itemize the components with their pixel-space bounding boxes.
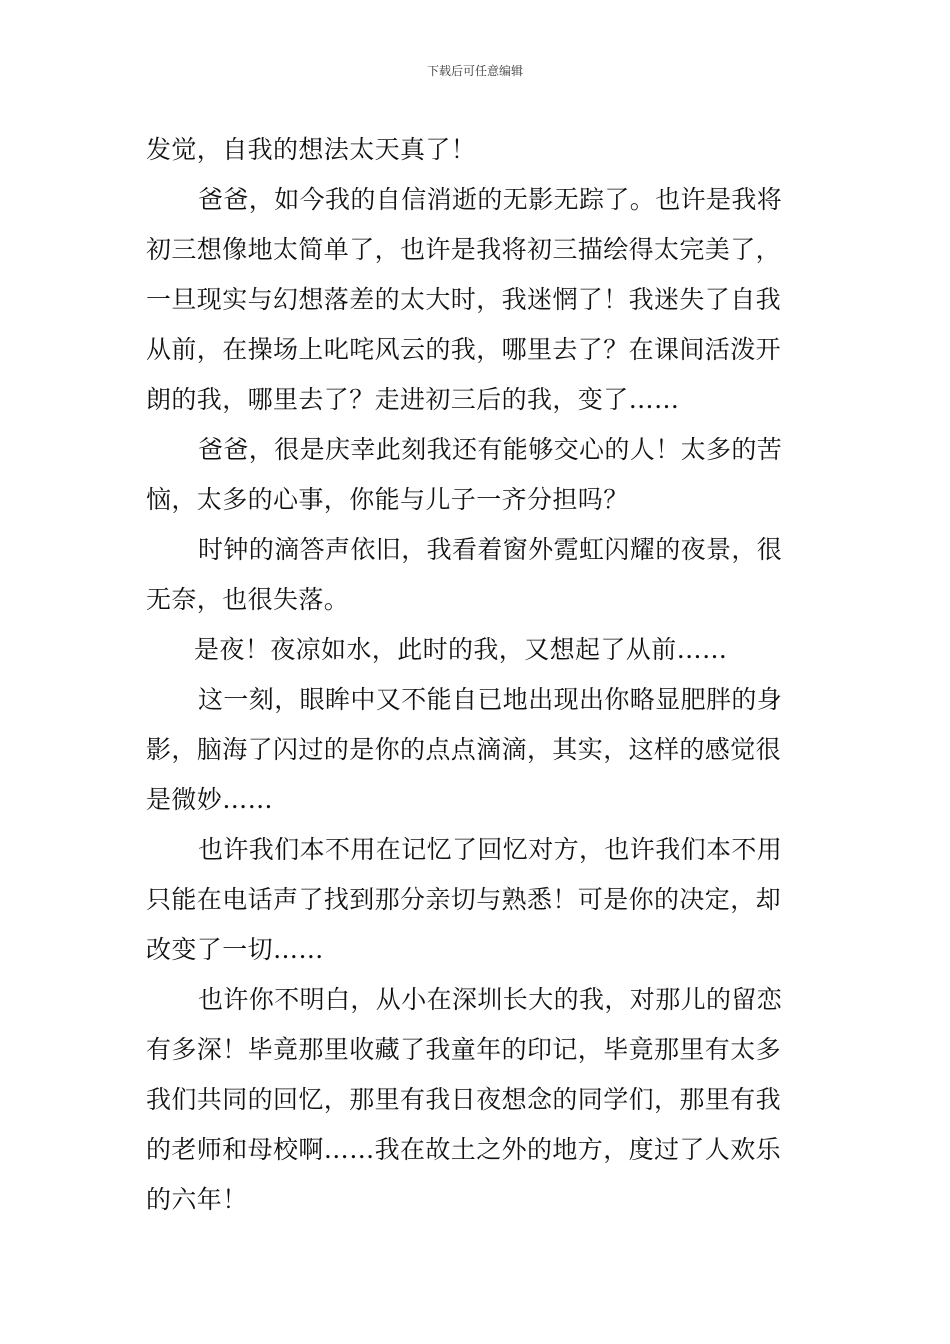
paragraph	[146, 975, 810, 1225]
paragraph	[146, 175, 810, 425]
text-line: 有多深！毕竟那里收藏了我童年的印记，毕竟那里有太多	[146, 1035, 782, 1064]
text-line: 我们共同的回忆，那里有我日夜想念的同学们，那里有我	[146, 1085, 782, 1114]
paragraph	[146, 125, 810, 175]
text-line: 恼，太多的心事，你能与儿子一齐分担吗？	[146, 485, 629, 514]
text-line: 从前，在操场上叱咤风云的我，哪里去了？在课间活泼开	[146, 335, 782, 364]
text-line: 一旦现实与幻想落差的太大时，我迷惘了！我迷失了自我	[146, 285, 782, 314]
text-line: 是夜！夜凉如水，此时的我，又想起了从前……	[194, 635, 728, 664]
text-line: 只能在电话声了找到那分亲切与熟悉！可是你的决定，却	[146, 885, 782, 914]
text-line: 爸爸，如今我的自信消逝的无影无踪了。也许是我将	[198, 185, 783, 214]
text-line: 发觉，自我的想法太天真了！	[146, 135, 477, 164]
text-line: 时钟的滴答声依旧，我看着窗外霓虹闪耀的夜景，很	[198, 535, 783, 564]
text-line: 这一刻，眼眸中又不能自已地出现出你略显肥胖的身	[198, 685, 783, 714]
text-line: 朗的我，哪里去了？走进初三后的我，变了……	[146, 385, 680, 414]
paragraph	[146, 625, 810, 675]
paragraph	[146, 425, 810, 525]
text-line: 的老师和母校啊……我在故土之外的地方，度过了人欢乐	[146, 1135, 782, 1164]
text-line: 也许你不明白，从小在深圳长大的我，对那儿的留恋	[198, 985, 783, 1014]
text-line: 爸爸，很是庆幸此刻我还有能够交心的人！太多的苦	[198, 435, 783, 464]
text-line: 改变了一切……	[146, 935, 324, 964]
paragraph	[146, 825, 810, 975]
page-header: 下载后可任意编辑	[426, 64, 523, 78]
text-line: 也许我们本不用在记忆了回忆对方，也许我们本不用	[198, 835, 783, 864]
paragraph	[146, 675, 810, 825]
text-line: 的六年！	[146, 1185, 248, 1214]
text-line: 影，脑海了闪过的是你的点点滴滴，其实，这样的感觉很	[146, 735, 782, 764]
document-body	[146, 125, 810, 1225]
text-line: 初三想像地太简单了，也许是我将初三描绘得太完美了，	[146, 235, 782, 264]
text-line: 是微妙……	[146, 785, 274, 814]
paragraph	[146, 525, 810, 625]
text-line: 无奈，也很失落。	[146, 585, 350, 614]
